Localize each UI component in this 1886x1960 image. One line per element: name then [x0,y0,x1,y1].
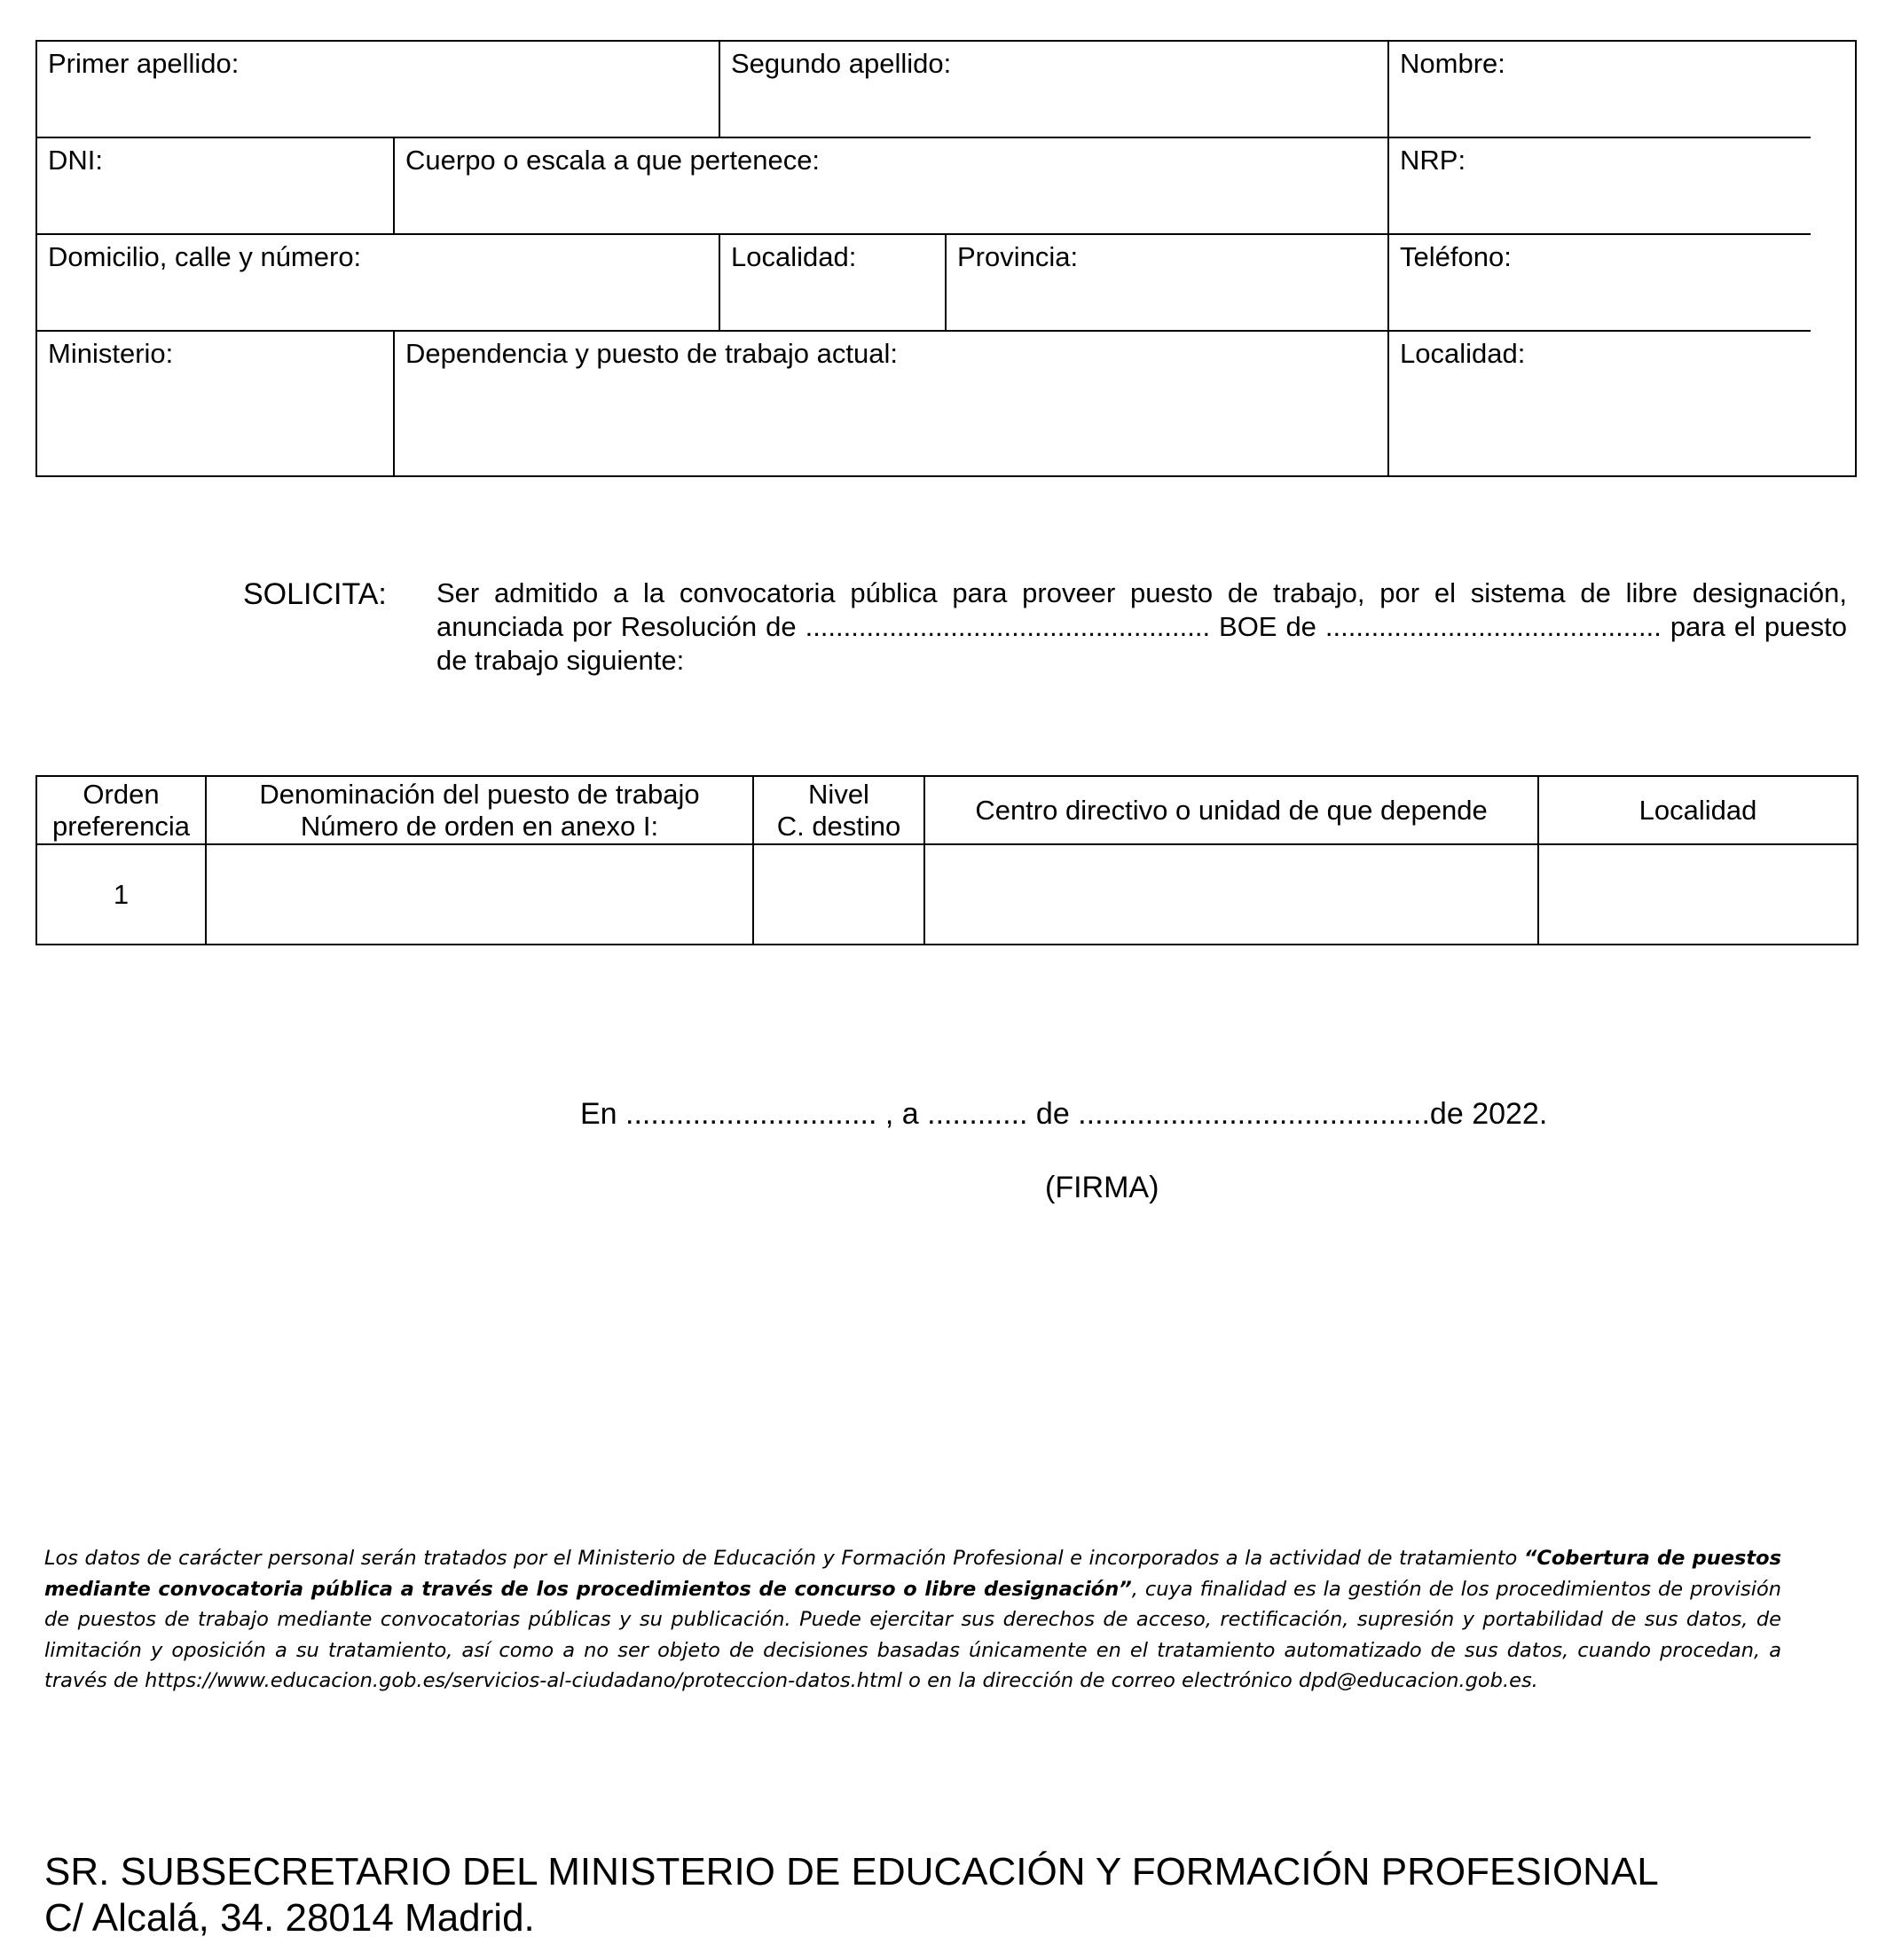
field-primer-apellido[interactable] [37,42,720,138]
field-label: Domicilio, calle y número: [48,241,362,272]
field-label: Primer apellido: [48,48,240,79]
field-label: Teléfono: [1400,241,1512,272]
field-dni[interactable] [37,138,395,235]
position-table [35,775,1858,945]
privacy-text-end: , cuya finalidad es la gestión de los procedimientos de provisión de puestos de trabajo mediante convocatorias públicas y su publicación. Puede ejercitar sus derechos de acceso, rectificación, supresión y portabilidad de sus datos, de limitación y oposición a su tratamiento, así como a no ser objeto de decisiones basadas únicamente en el tratamiento automatizado de sus datos, cuando procedan, a través de https://www.educacion.gob.es/servicios-al-ciudadano/proteccion-datos.html o en la dirección de correo electrónico dpd@educacion.gob.es. [44,1577,1781,1692]
signature-label: (FIRMA) [1045,1171,1159,1204]
privacy-notice [44,1543,1781,1697]
field-localidad[interactable] [720,235,947,332]
personal-data-form [35,40,1857,477]
field-nombre[interactable] [1389,42,1811,138]
cell-centro-directivo[interactable] [924,844,1538,945]
field-cuerpo-escala[interactable] [395,138,1389,235]
addressee-line-2: C/ Alcalá, 34. 28014 Madrid. [44,1896,535,1940]
field-provincia[interactable] [947,235,1389,332]
field-label: Provincia: [957,241,1079,272]
addressee [44,1849,1659,1941]
privacy-text-start: Los datos de carácter personal serán tratados por el Ministerio de Educación y Formación Profesional e incorporados a la actividad de tratamiento [44,1547,1524,1570]
field-label: Cuerpo o escala a que pertenece: [405,145,821,176]
field-localidad-trabajo[interactable] [1389,332,1811,475]
column-header-orden: Orden preferencia [36,776,206,844]
field-label: NRP: [1400,145,1466,176]
field-segundo-apellido[interactable] [720,42,1389,138]
table-header-row [36,776,1858,844]
table-row [36,844,1858,945]
field-domicilio[interactable] [37,235,720,332]
field-nrp[interactable] [1389,138,1811,235]
cell-orden: 1 [36,844,206,945]
field-label: Dependencia y puesto de trabajo actual: [405,338,898,369]
field-ministerio[interactable] [37,332,395,475]
field-label: Segundo apellido: [731,48,952,79]
solicita-text: Ser admitido a la convocatoria pública para proveer puesto de trabajo, por el sistema de libre designación, anunciada por Resolución de ..................................................... BOE de ............................................ para el puesto de trabajo siguiente: [436,577,1847,676]
cell-nivel[interactable] [753,844,924,945]
field-label: Localidad: [731,241,857,272]
addressee-line-1: SR. SUBSECRETARIO DEL MINISTERIO DE EDUCACIÓN Y FORMACIÓN PROFESIONAL [44,1850,1659,1893]
solicita-label: SOLICITA: [243,577,387,611]
privacy-activity-name: “Cobertura de puestos mediante convocatoria pública a través de los procedimientos de concurso o libre designación” [44,1547,1781,1601]
column-header-localidad: Localidad [1538,776,1858,844]
column-header-centro-directivo: Centro directivo o unidad de que depende [924,776,1538,844]
field-telefono[interactable] [1389,235,1811,332]
column-header-nivel: Nivel C. destino [753,776,924,844]
field-label: Localidad: [1400,338,1526,369]
field-label: DNI: [48,145,103,176]
field-dependencia[interactable] [395,332,1389,475]
field-label: Nombre: [1400,48,1505,79]
cell-localidad[interactable] [1538,844,1858,945]
date-line: En .............................. , a ............ de ..........................................de 2022. [580,1097,1548,1131]
column-header-denominacion: Denominación del puesto de trabajo Número de orden en anexo I: [206,776,753,844]
field-label: Ministerio: [48,338,174,369]
cell-denominacion[interactable] [206,844,753,945]
